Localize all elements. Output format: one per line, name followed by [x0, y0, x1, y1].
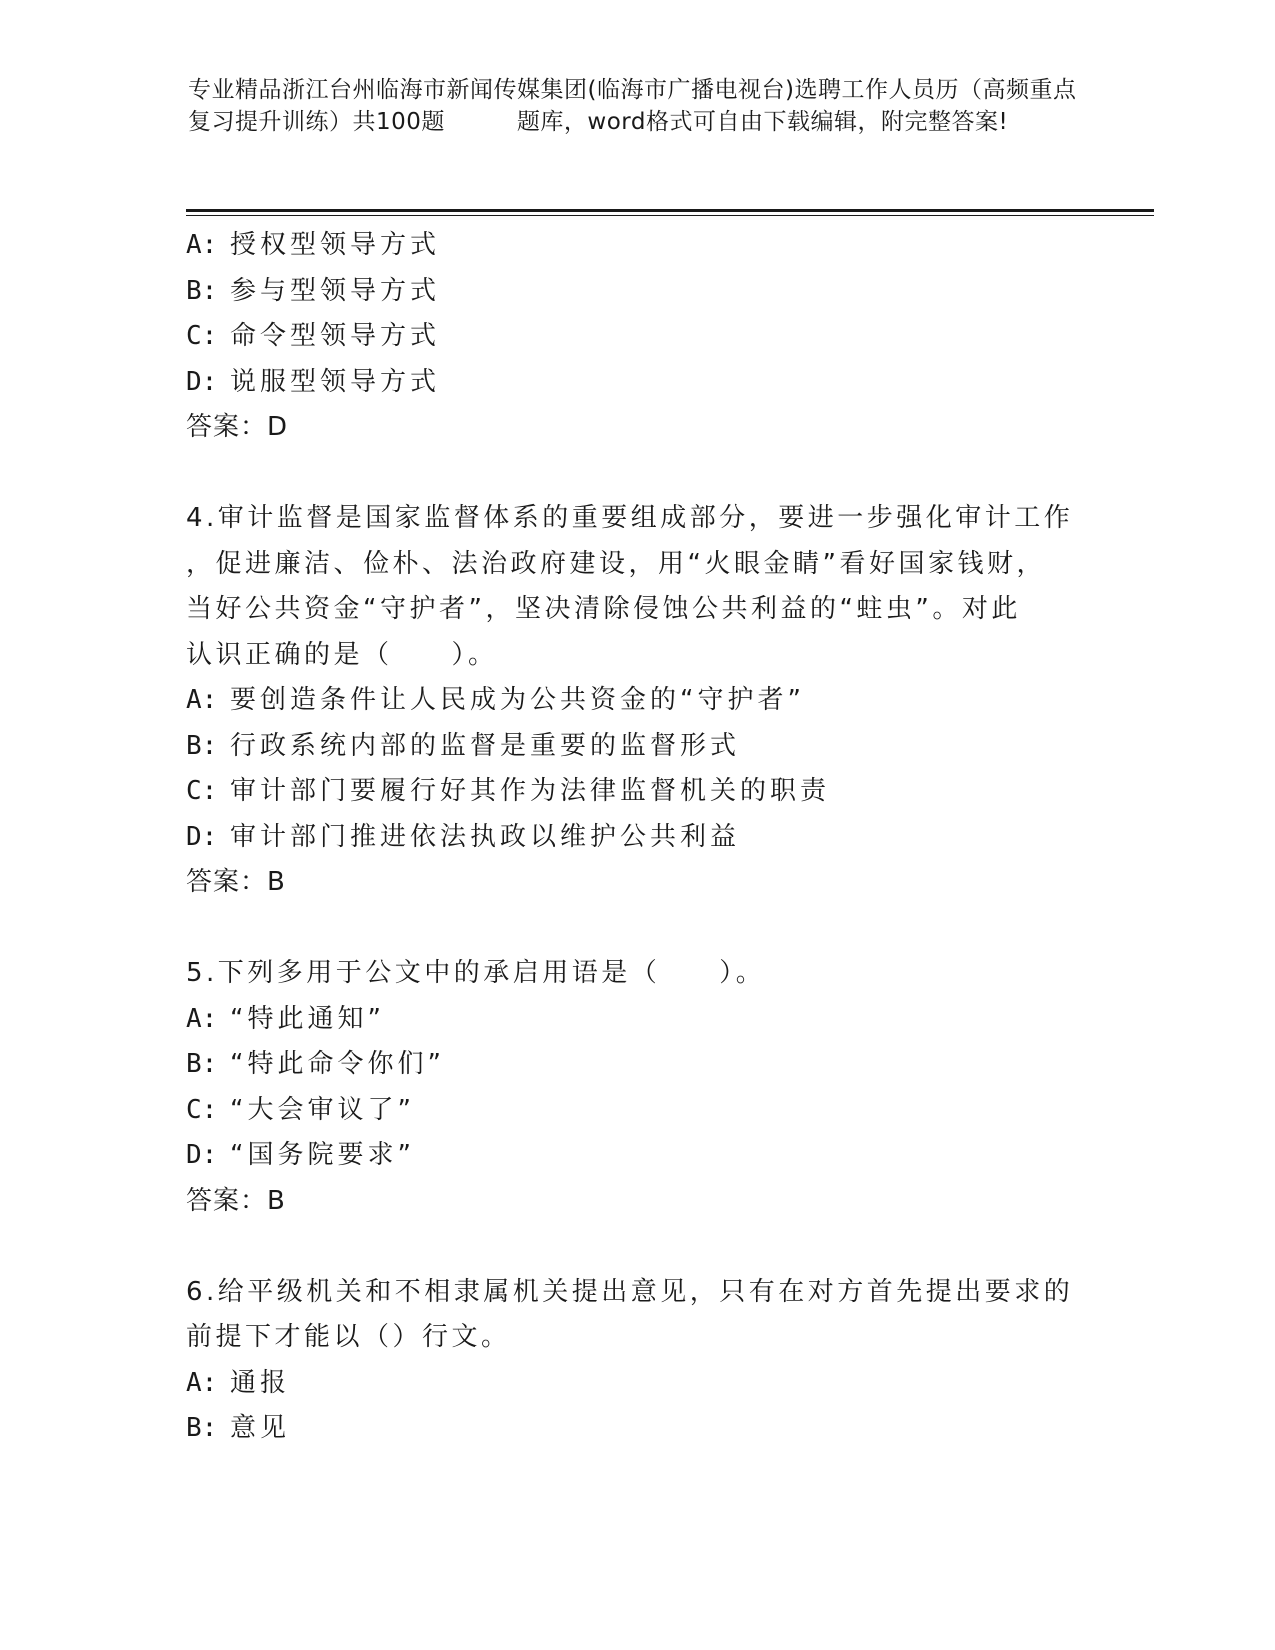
option-b	[186, 724, 1086, 770]
option-a	[186, 1361, 1086, 1407]
option-c	[186, 769, 1086, 815]
header-divider-thick	[186, 209, 1154, 212]
option-b	[186, 1406, 1086, 1452]
option-text: 审计部门要履行好其作为法律监督机关的职责	[230, 776, 831, 806]
question-3	[186, 223, 1086, 451]
option-d	[186, 1133, 1086, 1179]
answer-line: 答案：D	[186, 412, 289, 442]
option-text: “特此通知”	[230, 1003, 385, 1034]
option-letter: C:	[186, 1094, 218, 1125]
option-text: 行政系统内部的监督是重要的监督形式	[230, 730, 741, 761]
option-text: “大会审议了”	[230, 1094, 415, 1125]
option-letter: D:	[186, 821, 218, 852]
question-stem-line: 前提下才能以（）行文。	[186, 1322, 511, 1352]
option-letter: A:	[186, 685, 218, 715]
option-c	[186, 1088, 1086, 1134]
option-letter: C:	[186, 321, 218, 351]
question-4	[186, 496, 1086, 906]
option-a	[186, 678, 1086, 724]
option-letter: A:	[186, 1003, 218, 1034]
header-title-part2: 题库，word格式可自由下载编辑，附完整答案!	[516, 109, 1009, 135]
option-b	[186, 269, 1086, 315]
option-text: 审计部门推进依法执政以维护公共利益	[230, 821, 741, 852]
option-letter: B:	[186, 1049, 218, 1079]
option-letter: A:	[186, 230, 218, 260]
option-letter: A:	[186, 1367, 218, 1398]
option-letter: D:	[186, 366, 218, 397]
option-text: “国务院要求”	[230, 1140, 415, 1170]
option-a	[186, 997, 1086, 1043]
option-a	[186, 223, 1086, 269]
option-text: 说服型领导方式	[230, 366, 441, 397]
question-stem-line: 当好公共资金“守护者”，坚决清除侵蚀公共利益的“蛀虫”。对此	[186, 594, 1021, 624]
document-content	[186, 223, 1086, 1452]
option-d	[186, 815, 1086, 861]
question-stem-line: 4.审计监督是国家监督体系的重要组成部分，要进一步强化审计工作	[186, 503, 1074, 533]
option-text: 要创造条件让人民成为公共资金的“守护者”	[230, 685, 805, 715]
spacer	[186, 451, 1086, 497]
option-text: 通报	[230, 1367, 291, 1398]
option-letter: B:	[186, 730, 218, 761]
question-stem-line: 5.下列多用于公文中的承启用语是（ ）。	[186, 958, 766, 988]
option-letter: C:	[186, 776, 218, 806]
option-letter: B:	[186, 1413, 218, 1443]
spacer	[186, 1224, 1086, 1270]
option-text: 授权型领导方式	[230, 230, 441, 260]
option-text: “特此命令你们”	[230, 1049, 445, 1079]
option-text: 意见	[230, 1413, 291, 1443]
answer-line: 答案：B	[186, 867, 286, 897]
option-text: 命令型领导方式	[230, 321, 441, 351]
option-d	[186, 360, 1086, 406]
option-c	[186, 314, 1086, 360]
question-stem-line: 6.给平级机关和不相隶属机关提出意见，只有在对方首先提出要求的	[186, 1276, 1074, 1307]
question-6	[186, 1270, 1086, 1452]
option-letter: D:	[186, 1140, 218, 1170]
document-header	[188, 74, 1088, 138]
option-letter: B:	[186, 275, 218, 306]
option-text: 参与型领导方式	[230, 275, 441, 306]
spacer	[186, 906, 1086, 952]
question-stem-line: ，促进廉洁、俭朴、法治政府建设，用“火眼金睛”看好国家钱财，	[186, 548, 1046, 579]
answer-line: 答案：B	[186, 1185, 286, 1216]
header-divider-thin	[186, 215, 1154, 216]
question-stem-line: 认识正确的是（ ）。	[186, 639, 498, 670]
question-5	[186, 951, 1086, 1224]
header-title-part1: 专业精品浙江台州临海市新闻传媒集团(临海市广播电视台)选聘工作人员历（高频重点复习提升训练）共100题	[188, 77, 1077, 135]
option-b	[186, 1042, 1086, 1088]
